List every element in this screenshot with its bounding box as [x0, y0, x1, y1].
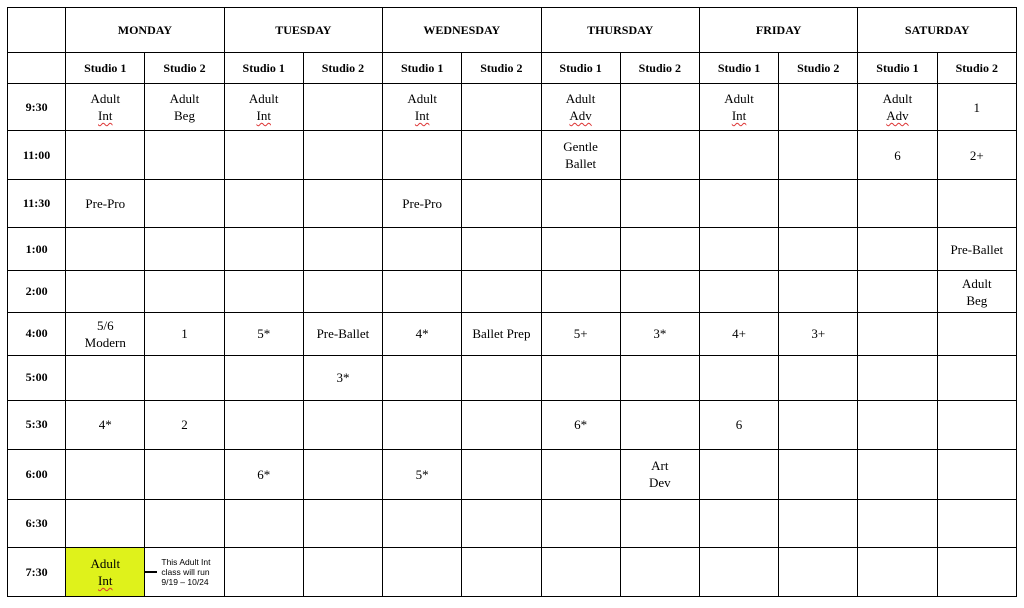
day-header-friday: FRIDAY — [699, 8, 857, 53]
class-name-line: Adv — [886, 108, 909, 124]
class-cell — [699, 228, 778, 270]
class-cell — [224, 270, 303, 312]
class-cell — [858, 500, 937, 548]
class-cell — [699, 179, 778, 227]
class-name-line: 3* — [653, 326, 667, 342]
class-cell — [462, 131, 541, 179]
class-name-line: Adult — [407, 91, 437, 107]
class-schedule-table — [7, 7, 1017, 597]
class-cell — [303, 270, 382, 312]
time-row — [8, 401, 1017, 449]
arrow-left-icon — [145, 565, 160, 579]
class-cell — [858, 270, 937, 312]
class-cell — [541, 84, 620, 131]
class-cell — [699, 131, 778, 179]
class-name-line: Adult — [724, 91, 754, 107]
class-cell — [462, 270, 541, 312]
class-cell — [145, 500, 224, 548]
class-name-line: Adult — [169, 91, 200, 107]
class-cell — [858, 313, 937, 355]
class-cell — [858, 131, 937, 179]
class-cell — [383, 500, 462, 548]
class-cell — [303, 355, 382, 400]
time-row — [8, 500, 1017, 548]
class-cell — [699, 449, 778, 499]
class-name-line: Ballet Prep — [472, 326, 531, 342]
time-label: 4:00 — [8, 313, 66, 355]
class-cell — [303, 84, 382, 131]
class-cell — [858, 548, 937, 597]
class-cell — [937, 313, 1016, 355]
class-cell — [937, 228, 1016, 270]
class-cell — [145, 355, 224, 400]
class-name-line: Pre-Ballet — [950, 241, 1004, 257]
class-cell — [303, 401, 382, 449]
class-cell — [541, 401, 620, 449]
class-cell — [66, 500, 145, 548]
class-cell — [462, 313, 541, 355]
corner-cell — [8, 8, 66, 53]
class-cell — [858, 449, 937, 499]
studio-header-wednesday-2: Studio 2 — [462, 53, 541, 84]
class-cell — [224, 355, 303, 400]
class-name-line: Int — [98, 573, 113, 589]
studio-header-thursday-1: Studio 1 — [541, 53, 620, 84]
class-cell — [383, 401, 462, 449]
class-name-line: Adv — [569, 108, 592, 124]
class-name-line: 4* — [98, 417, 112, 433]
class-cell — [541, 131, 620, 179]
time-row — [8, 179, 1017, 227]
time-row — [8, 313, 1017, 355]
class-cell — [541, 500, 620, 548]
day-header-tuesday: TUESDAY — [224, 8, 382, 53]
class-cell — [66, 270, 145, 312]
class-cell — [303, 179, 382, 227]
class-cell — [462, 548, 541, 597]
time-label: 11:00 — [8, 131, 66, 179]
class-cell — [699, 84, 778, 131]
time-row — [8, 84, 1017, 131]
class-cell — [620, 548, 699, 597]
class-cell — [699, 355, 778, 400]
day-header-saturday: SATURDAY — [858, 8, 1017, 53]
studio-header-row — [8, 53, 1017, 84]
class-cell — [383, 228, 462, 270]
class-name-line: 2 — [181, 417, 188, 433]
class-name-line: Adult — [961, 275, 992, 291]
highlighted-class-cell — [66, 548, 145, 597]
time-row — [8, 270, 1017, 312]
class-cell — [66, 313, 145, 355]
class-cell — [145, 401, 224, 449]
time-label: 7:30 — [8, 548, 66, 597]
time-row — [8, 355, 1017, 400]
note-cell — [145, 548, 224, 597]
class-name-line: 1 — [181, 326, 188, 342]
studio-header-thursday-2: Studio 2 — [620, 53, 699, 84]
class-name-line: Adult — [248, 91, 279, 107]
class-cell — [937, 548, 1016, 597]
studio-header-friday-2: Studio 2 — [779, 53, 858, 84]
class-cell — [779, 84, 858, 131]
time-label: 1:00 — [8, 228, 66, 270]
class-cell — [462, 179, 541, 227]
day-header-monday: MONDAY — [66, 8, 224, 53]
class-cell — [303, 500, 382, 548]
class-cell — [620, 270, 699, 312]
class-cell — [145, 270, 224, 312]
class-cell — [858, 401, 937, 449]
class-cell — [145, 313, 224, 355]
class-cell — [779, 355, 858, 400]
class-cell — [303, 449, 382, 499]
studio-header-friday-1: Studio 1 — [699, 53, 778, 84]
class-name-line: Adult — [90, 91, 121, 107]
class-cell — [937, 270, 1016, 312]
class-name-line: 6 — [735, 417, 743, 433]
studio-header-monday-2: Studio 2 — [145, 53, 224, 84]
class-cell — [858, 179, 937, 227]
class-cell — [779, 270, 858, 312]
class-cell — [383, 131, 462, 179]
class-cell — [937, 131, 1016, 179]
day-header-thursday: THURSDAY — [541, 8, 699, 53]
class-cell — [462, 228, 541, 270]
studio-header-saturday-1: Studio 1 — [858, 53, 937, 84]
class-name-line: Adult — [565, 91, 596, 107]
class-cell — [779, 313, 858, 355]
class-name-line: 5/6 — [96, 317, 114, 333]
class-name-line: Ballet — [565, 156, 597, 172]
class-name-line: Int — [256, 108, 271, 124]
class-cell — [383, 84, 462, 131]
class-cell — [699, 313, 778, 355]
day-header-wednesday: WEDNESDAY — [383, 8, 541, 53]
class-cell — [541, 313, 620, 355]
class-cell — [541, 228, 620, 270]
class-name-line: Dev — [648, 475, 671, 491]
class-cell — [858, 228, 937, 270]
class-cell — [937, 355, 1016, 400]
class-cell — [462, 449, 541, 499]
class-cell — [937, 500, 1016, 548]
class-cell — [66, 131, 145, 179]
class-cell — [779, 179, 858, 227]
class-cell — [462, 84, 541, 131]
time-label: 6:30 — [8, 500, 66, 548]
class-cell — [224, 548, 303, 597]
class-name-line: Int — [414, 108, 430, 124]
class-name-line: 5* — [415, 466, 429, 482]
class-cell — [620, 179, 699, 227]
class-cell — [383, 548, 462, 597]
class-cell — [224, 401, 303, 449]
note-text-line: 9/19 – 10/24 — [161, 577, 209, 588]
class-cell — [620, 228, 699, 270]
studio-header-tuesday-2: Studio 2 — [303, 53, 382, 84]
class-cell — [383, 179, 462, 227]
class-cell — [145, 131, 224, 179]
class-cell — [145, 449, 224, 499]
note-text-line: class will run — [161, 567, 210, 578]
class-name-line: 5+ — [573, 326, 588, 342]
class-cell — [620, 131, 699, 179]
class-cell — [620, 500, 699, 548]
class-name-line: 2+ — [969, 147, 984, 163]
class-name-line: 6 — [894, 147, 901, 163]
note-text-line: This Adult Int — [161, 557, 211, 568]
class-cell — [937, 84, 1016, 131]
class-cell — [779, 228, 858, 270]
class-cell — [620, 355, 699, 400]
class-name-line: 4+ — [732, 326, 746, 342]
class-cell — [66, 84, 145, 131]
class-name-line: Art — [651, 458, 669, 474]
class-name-line: 6* — [574, 417, 588, 433]
class-cell — [779, 449, 858, 499]
time-row — [8, 449, 1017, 499]
class-name-line: 1 — [973, 99, 981, 115]
class-cell — [937, 449, 1016, 499]
time-row — [8, 228, 1017, 270]
class-cell — [66, 401, 145, 449]
class-cell — [620, 313, 699, 355]
class-cell — [779, 401, 858, 449]
studio-header-tuesday-1: Studio 1 — [224, 53, 303, 84]
class-name-line: Int — [98, 108, 113, 124]
class-name-line: 3+ — [811, 326, 826, 342]
class-cell — [224, 228, 303, 270]
class-name-line: Beg — [966, 292, 988, 308]
class-cell — [541, 270, 620, 312]
class-cell — [541, 179, 620, 227]
class-cell — [699, 500, 778, 548]
class-cell — [858, 355, 937, 400]
class-cell — [303, 228, 382, 270]
time-row — [8, 548, 1017, 597]
class-name-line: 4* — [415, 326, 429, 342]
class-name-line: Pre-Pro — [85, 196, 126, 212]
time-label: 9:30 — [8, 84, 66, 131]
time-row — [8, 131, 1017, 179]
class-cell — [224, 500, 303, 548]
class-name-line: Modern — [84, 334, 126, 350]
time-label: 6:00 — [8, 449, 66, 499]
class-name-line: Adult — [882, 91, 913, 107]
class-cell — [858, 84, 937, 131]
studio-header-saturday-2: Studio 2 — [937, 53, 1016, 84]
class-cell — [541, 449, 620, 499]
class-cell — [620, 84, 699, 131]
class-cell — [383, 449, 462, 499]
class-cell — [462, 401, 541, 449]
class-cell — [699, 401, 778, 449]
time-label: 5:30 — [8, 401, 66, 449]
class-cell — [303, 548, 382, 597]
class-name-line: Beg — [174, 108, 195, 124]
class-name-line: Pre-Pro — [402, 196, 443, 212]
class-cell — [383, 270, 462, 312]
class-cell — [462, 500, 541, 548]
class-cell — [937, 179, 1016, 227]
corner-cell-studio — [8, 53, 66, 84]
class-cell — [462, 355, 541, 400]
class-cell — [699, 270, 778, 312]
class-name-line: 6* — [257, 466, 271, 482]
class-cell — [66, 449, 145, 499]
class-name-line: Gentle — [563, 139, 598, 155]
class-cell — [779, 500, 858, 548]
class-cell — [66, 355, 145, 400]
class-cell — [303, 313, 382, 355]
class-cell — [620, 401, 699, 449]
class-cell — [224, 449, 303, 499]
time-label: 2:00 — [8, 270, 66, 312]
class-name-line: Adult — [90, 556, 121, 572]
class-cell — [224, 179, 303, 227]
class-cell — [145, 228, 224, 270]
day-header-row — [8, 8, 1017, 53]
class-cell — [937, 401, 1016, 449]
schedule-body — [8, 84, 1017, 597]
class-cell — [620, 449, 699, 499]
class-cell — [699, 548, 778, 597]
class-name-line: Pre-Ballet — [316, 326, 370, 342]
class-name-line: 3* — [336, 370, 350, 386]
class-cell — [224, 313, 303, 355]
studio-header-wednesday-1: Studio 1 — [383, 53, 462, 84]
class-cell — [145, 179, 224, 227]
class-cell — [383, 313, 462, 355]
studio-header-monday-1: Studio 1 — [66, 53, 145, 84]
class-name-line: Int — [731, 108, 747, 124]
class-cell — [383, 355, 462, 400]
class-cell — [66, 179, 145, 227]
class-cell — [66, 228, 145, 270]
class-cell — [779, 548, 858, 597]
class-cell — [224, 84, 303, 131]
class-cell — [779, 131, 858, 179]
class-cell — [541, 355, 620, 400]
class-cell — [541, 548, 620, 597]
time-label: 5:00 — [8, 355, 66, 400]
time-label: 11:30 — [8, 179, 66, 227]
class-name-line: 5* — [257, 326, 271, 342]
class-cell — [303, 131, 382, 179]
class-cell — [224, 131, 303, 179]
class-cell — [145, 84, 224, 131]
